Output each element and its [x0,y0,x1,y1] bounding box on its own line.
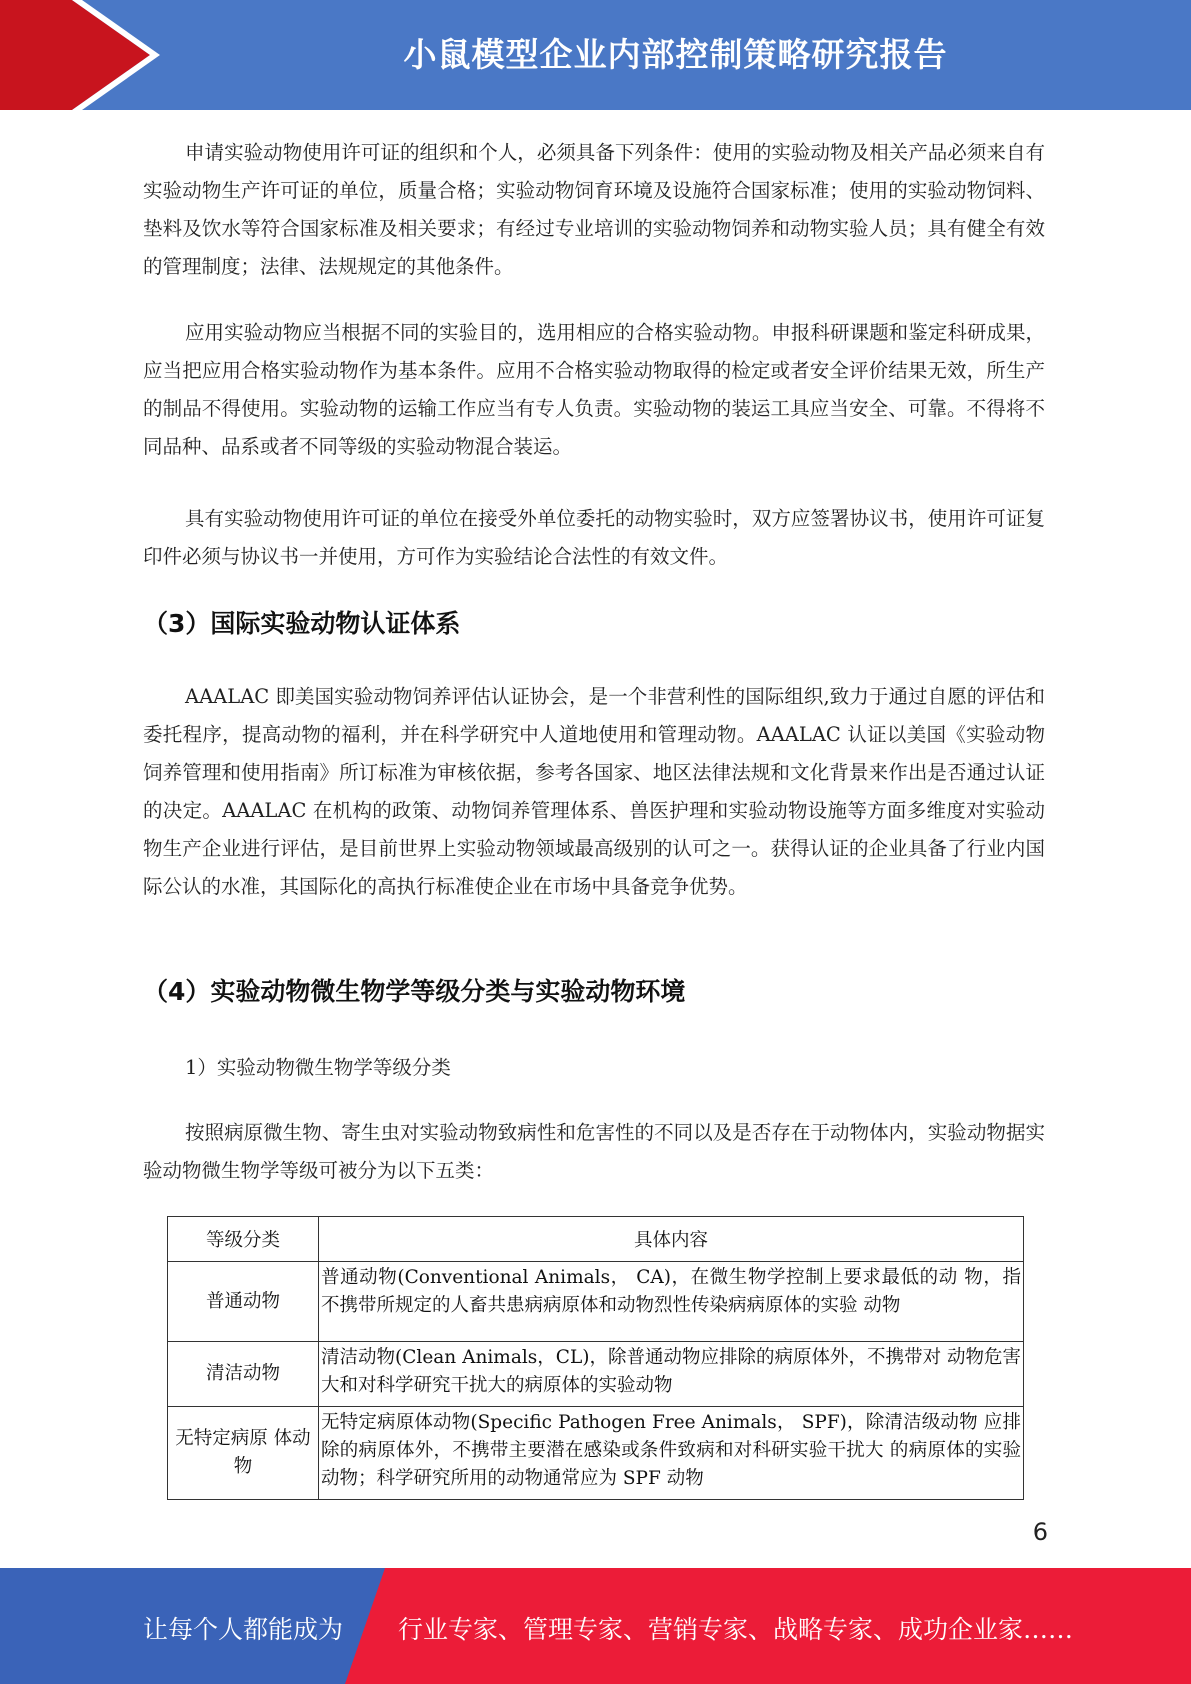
page-title: 小鼠模型企业内部控制策略研究报告 [403,34,948,74]
table-cell-class: 普通动物 [168,1262,319,1342]
table-cell-class: 清洁动物 [168,1342,319,1407]
table-row [168,1342,1024,1407]
paragraph-application-rules: 应用实验动物应当根据不同的实验目的，选用相应的合格实验动物。申报科研课题和鉴定科研成果，应当把应用合格实验动物作为基本条件。应用不合格实验动物取得的检定或者安全评价结果无效，所生产的制品不得使用。实验动物的运输工作应当有专人负责。实验动物的装运工具应当安全、可靠。不得将不同品种、品系或者不同等级的实验动物混合装运。 [143,321,1045,458]
section-heading-3: （3）国际实验动物认证体系 [143,609,461,638]
paragraph-license-conditions: 申请实验动物使用许可证的组织和个人，必须具备下列条件：使用的实验动物及相关产品必须来自有实验动物生产许可证的单位，质量合格；实验动物饲育环境及设施符合国家标准；使用的实验动物饲料、垫料及饮水等符合国家标准及相关要求；有经过专业培训的实验动物饲养和动物实验人员；具有健全有效的管理制度；法律、法规规定的其他条件。 [143,141,1045,278]
table-header-row [168,1217,1024,1262]
table-row [168,1407,1024,1500]
paragraph-aaalac: AAALAC 即美国实验动物饲养评估认证协会，是一个非营利性的国际组织,致力于通过自愿的评估和委托程序，提高动物的福利，并在科学研究中人道地使用和管理动物。AAALAC 认证以美国《实验动物饲养管理和使用指南》所订标准为审核依据，参考各国家、地区法律法规和文化背景来作出是否通过认证的决定。AAALAC 在机构的政策、动物饲养管理体系、兽医护理和实验动物设施等方面多维度对实验动物生产企业进行评估，是目前世界上实验动物领域最高级别的认可之一。获得认证的企业具备了行业内国际公认的水准，其国际化的高执行标准使企业在市场中具备竞争优势。 [143,685,1045,898]
section-heading-4: （4）实验动物微生物学等级分类与实验动物环境 [143,977,686,1006]
grade-table [167,1216,1024,1500]
table-row [168,1262,1024,1342]
paragraph-agreement: 具有实验动物使用许可证的单位在接受外单位委托的动物实验时，双方应签署协议书，使用许可证复印件必须与协议书一并使用，方可作为实验结论合法性的有效文件。 [143,507,1045,568]
subsection-heading-1: 1）实验动物微生物学等级分类 [185,1056,451,1079]
footer-slogan-left: 让每个人都能成为 [143,1615,344,1644]
footer-slogan-right: 行业专家、管理专家、营销专家、战略专家、成功企业家…… [398,1615,1074,1644]
table-cell-class: 无特定病原 体动物 [168,1407,319,1500]
paragraph-classification-intro: 按照病原微生物、寄生虫对实验动物致病性和危害性的不同以及是否存在于动物体内，实验动物据实验动物微生物学等级可被分为以下五类： [143,1121,1045,1182]
table-header-content: 具体内容 [319,1217,1024,1262]
header-band [0,0,1191,110]
table-cell-content: 无特定病原体动物(Specific Pathogen Free Animals， SPF)，除清洁级动物 应排除的病原体外，不携带主要潜在感染或条件致病和对科研实验干扰大 的病原体的实验动物；科学研究所用的动物通常应为 SPF 动物 [319,1407,1024,1500]
header-arrow-icon [0,0,160,110]
table-cell-content: 普通动物(Conventional Animals， CA)，在微生物学控制上要求最低的动 物，指不携带所规定的人畜共患病病原体和动物烈性传染病病原体的实验 动物 [319,1262,1024,1342]
page-number: 6 [1032,1518,1048,1546]
table-header-class: 等级分类 [168,1217,319,1262]
table-cell-content: 清洁动物(Clean Animals，CL)，除普通动物应排除的病原体外，不携带对 动物危害大和对科学研究干扰大的病原体的实验动物 [319,1342,1024,1407]
